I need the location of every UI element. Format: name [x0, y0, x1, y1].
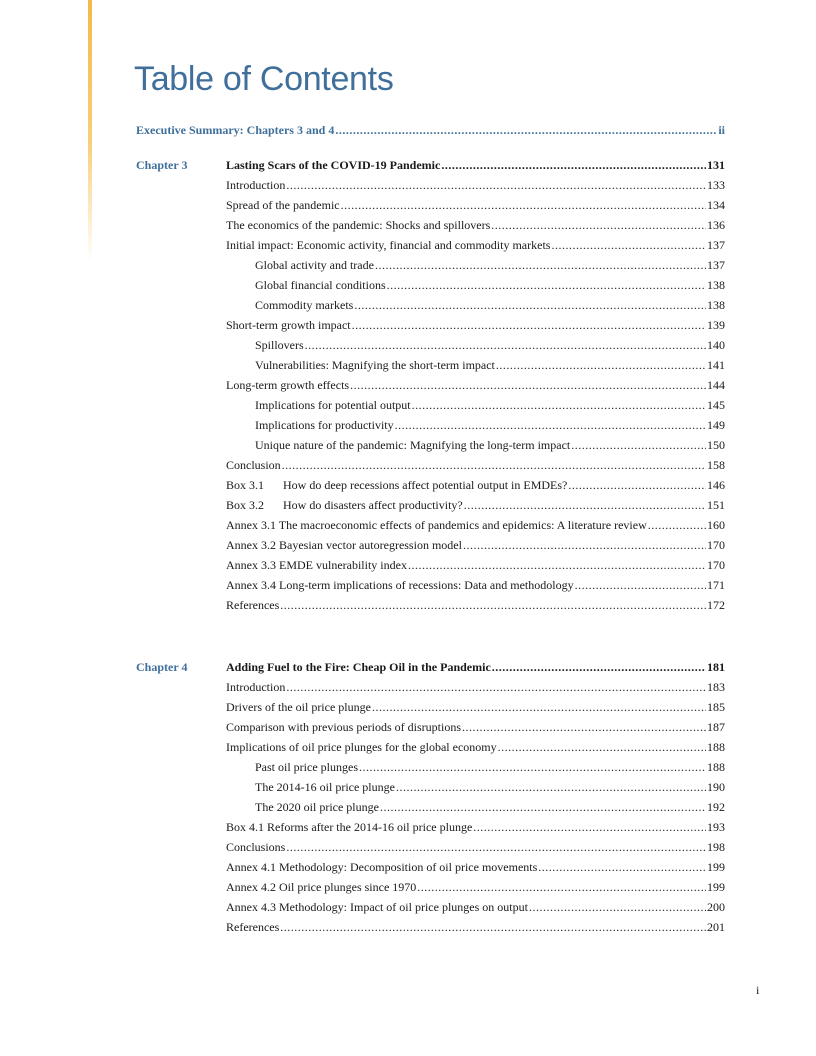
toc-entry-page: 146 — [707, 478, 725, 492]
chapter-3-label: Chapter 3 — [136, 158, 188, 172]
dot-leader — [571, 435, 706, 455]
toc-entry[interactable] — [226, 515, 725, 535]
toc-entry-page: 170 — [707, 558, 725, 572]
toc-entry[interactable] — [226, 837, 725, 857]
toc-entry[interactable] — [226, 717, 725, 737]
dot-leader — [387, 275, 706, 295]
dot-leader — [496, 355, 706, 375]
toc-entry-label: Box 4.1 Reforms after the 2014-16 oil price plunge — [226, 820, 473, 834]
toc-entry-label: Annex 4.3 Methodology: Impact of oil price plunges on output — [226, 900, 528, 914]
dot-leader — [280, 595, 706, 615]
toc-entry-page: 200 — [707, 900, 725, 914]
toc-entry-label: Annex 3.1 The macroeconomic effects of pandemics and epidemics: A literature review — [226, 518, 647, 532]
dot-leader — [408, 555, 706, 575]
toc-entry-page: 188 — [707, 760, 725, 774]
dot-leader — [441, 155, 706, 175]
toc-entry-label: Spread of the pandemic — [226, 198, 340, 212]
dot-leader — [464, 495, 706, 515]
toc-entry[interactable] — [226, 535, 725, 555]
toc-entry-page: 138 — [707, 278, 725, 292]
toc-entry-page: 183 — [707, 680, 725, 694]
page-number: i — [756, 983, 760, 997]
toc-entry[interactable] — [226, 315, 725, 335]
toc-entry-page: 138 — [707, 298, 725, 312]
toc-entry-page: 133 — [707, 178, 725, 192]
dot-leader — [395, 415, 706, 435]
toc-entry-label: Annex 4.1 Methodology: Decomposition of oil price movements — [226, 860, 538, 874]
dot-leader — [282, 455, 706, 475]
toc-entry[interactable] — [226, 175, 725, 195]
dot-leader — [473, 817, 706, 837]
dot-leader — [648, 515, 706, 535]
toc-subentry[interactable] — [226, 335, 725, 355]
toc-entry-label: Annex 3.2 Bayesian vector autoregression model — [226, 538, 462, 552]
toc-entry-page: 158 — [707, 458, 725, 472]
dot-leader — [529, 897, 706, 917]
toc-entry-page: 144 — [707, 378, 725, 392]
toc-entry-page: 187 — [707, 720, 725, 734]
toc-entry-label: Introduction — [226, 680, 286, 694]
dot-leader — [372, 697, 706, 717]
toc-entry[interactable] — [226, 455, 725, 475]
page-title: Table of Contents — [134, 60, 394, 98]
toc-entry[interactable] — [226, 877, 725, 897]
toc-entry-page: ii — [718, 123, 725, 137]
dot-leader — [463, 535, 706, 555]
toc-subentry[interactable] — [226, 435, 725, 455]
toc-subentry[interactable] — [226, 355, 725, 375]
toc-entry-page: 150 — [707, 438, 725, 452]
toc-entry-label: Global financial conditions — [255, 278, 386, 292]
toc-entry-label: Spillovers — [255, 338, 304, 352]
toc-entry-label: Comparison with previous periods of disruptions — [226, 720, 461, 734]
toc-entry[interactable] — [226, 195, 725, 215]
toc-subentry[interactable] — [226, 415, 725, 435]
toc-entry-label: Conclusions — [226, 840, 286, 854]
toc-entry-page: 137 — [707, 238, 725, 252]
toc-entry-label: Introduction — [226, 178, 286, 192]
toc-entry-label: The economics of the pandemic: Shocks and spillovers — [226, 218, 491, 232]
dot-leader — [286, 175, 706, 195]
toc-entry-page: 181 — [707, 660, 725, 674]
dot-leader — [341, 195, 706, 215]
box-title: How do disasters affect productivity? — [283, 498, 463, 512]
toc-entry-page: 134 — [707, 198, 725, 212]
toc-entry-label: Vulnerabilities: Magnifying the short-term impact — [255, 358, 495, 372]
chapter-4-label: Chapter 4 — [136, 660, 188, 674]
toc-entry-label: Initial impact: Economic activity, financial and commodity markets — [226, 238, 551, 252]
chapter-3-heading[interactable] — [226, 155, 725, 175]
dot-leader — [375, 255, 706, 275]
toc-entry-page: 190 — [707, 780, 725, 794]
toc-entry-page: 139 — [707, 318, 725, 332]
toc-entry[interactable] — [226, 235, 725, 255]
dot-leader — [305, 335, 706, 355]
toc-entry[interactable] — [226, 555, 725, 575]
toc-entry-page: 160 — [707, 518, 725, 532]
toc-entry-page: 131 — [707, 158, 725, 172]
toc-subentry[interactable] — [226, 295, 725, 315]
toc-entry-page: 170 — [707, 538, 725, 552]
toc-entry-page: 141 — [707, 358, 725, 372]
toc-entry-label: References — [226, 598, 280, 612]
toc-subentry[interactable] — [226, 797, 725, 817]
toc-entry-label — [226, 495, 463, 515]
toc-entry-label: Short-term growth impact — [226, 318, 351, 332]
toc-entry[interactable] — [226, 897, 725, 917]
toc-entry-page: 171 — [707, 578, 725, 592]
dot-leader — [417, 877, 706, 897]
toc-entry-label: References — [226, 920, 280, 934]
toc-subentry[interactable] — [226, 395, 725, 415]
toc-entry-label: Past oil price plunges — [255, 760, 358, 774]
toc-entry-label: Implications for potential output — [255, 398, 411, 412]
toc-entry-page: 201 — [707, 920, 725, 934]
toc-entry-page: 188 — [707, 740, 725, 754]
toc-entry[interactable] — [226, 697, 725, 717]
box-number: Box 3.2 — [226, 498, 265, 512]
toc-entry-label: Long-term growth effects — [226, 378, 350, 392]
chapter-4-heading[interactable] — [226, 657, 725, 677]
dot-leader — [462, 717, 706, 737]
toc-entry-page: 192 — [707, 800, 725, 814]
dot-leader — [492, 657, 706, 677]
toc-subentry[interactable] — [226, 777, 725, 797]
toc-subentry[interactable] — [226, 255, 725, 275]
toc-entry-page: 185 — [707, 700, 725, 714]
toc-entry[interactable] — [226, 677, 725, 697]
toc-entry-label: Conclusion — [226, 458, 281, 472]
toc-entry-page: 140 — [707, 338, 725, 352]
dot-leader — [286, 677, 706, 697]
dot-leader — [335, 120, 717, 140]
toc-entry-page: 193 — [707, 820, 725, 834]
toc-entry-page: 199 — [707, 860, 725, 874]
dot-leader — [498, 737, 706, 757]
dot-leader — [568, 475, 706, 495]
toc-entry-executive-summary[interactable] — [136, 120, 725, 140]
dot-leader — [538, 857, 706, 877]
toc-entry-page: 198 — [707, 840, 725, 854]
toc-entry-box[interactable] — [226, 495, 725, 515]
toc-entry[interactable] — [226, 857, 725, 877]
toc-entry-label: Unique nature of the pandemic: Magnifying the long-term impact — [255, 438, 571, 452]
toc-entry-label: The 2014-16 oil price plunge — [255, 780, 395, 794]
toc-entry-page: 149 — [707, 418, 725, 432]
toc-entry-label — [226, 475, 567, 495]
toc-entry-label: Global activity and trade — [255, 258, 374, 272]
chapter-4-entries — [226, 657, 725, 937]
box-title: How do deep recessions affect potential output in EMDEs? — [283, 478, 568, 492]
toc-entry[interactable] — [226, 375, 725, 395]
dot-leader — [286, 837, 706, 857]
toc-entry-label: Annex 4.2 Oil price plunges since 1970 — [226, 880, 417, 894]
dot-leader — [350, 375, 706, 395]
toc-entry-label: Annex 3.4 Long-term implications of recessions: Data and methodology — [226, 578, 574, 592]
toc-entry-label: Lasting Scars of the COVID-19 Pandemic — [226, 158, 441, 172]
dot-leader — [352, 315, 706, 335]
dot-leader — [551, 235, 706, 255]
toc-entry-label: Adding Fuel to the Fire: Cheap Oil in the Pandemic — [226, 660, 491, 674]
toc-entry[interactable] — [226, 737, 725, 757]
toc-entry-page: 136 — [707, 218, 725, 232]
toc-entry[interactable] — [226, 575, 725, 595]
toc-entry-label: Implications for productivity — [255, 418, 394, 432]
chapter-3-entries — [226, 155, 725, 615]
toc-subentry[interactable] — [226, 275, 725, 295]
toc-entry-box[interactable] — [226, 475, 725, 495]
box-number: Box 3.1 — [226, 478, 265, 492]
toc-entry-page: 151 — [707, 498, 725, 512]
decorative-accent-bar — [88, 0, 92, 262]
dot-leader — [354, 295, 706, 315]
toc-entry-label: Implications of oil price plunges for the global economy — [226, 740, 497, 754]
dot-leader — [359, 757, 706, 777]
toc-subentry[interactable] — [226, 757, 725, 777]
dot-leader — [491, 215, 706, 235]
dot-leader — [380, 797, 706, 817]
toc-entry-page: 137 — [707, 258, 725, 272]
toc-entry-label: The 2020 oil price plunge — [255, 800, 379, 814]
dot-leader — [575, 575, 706, 595]
toc-entry-page: 172 — [707, 598, 725, 612]
toc-entry-label: Annex 3.3 EMDE vulnerability index — [226, 558, 407, 572]
toc-entry[interactable] — [226, 215, 725, 235]
toc-entry[interactable] — [226, 817, 725, 837]
dot-leader — [280, 917, 706, 937]
toc-entry-label: Executive Summary: Chapters 3 and 4 — [136, 123, 335, 137]
toc-entry-label: Commodity markets — [255, 298, 354, 312]
toc-entry-label: Drivers of the oil price plunge — [226, 700, 371, 714]
dot-leader — [412, 395, 706, 415]
toc-entry-page: 199 — [707, 880, 725, 894]
toc-entry[interactable] — [226, 917, 725, 937]
dot-leader — [396, 777, 706, 797]
toc-entry-page: 145 — [707, 398, 725, 412]
toc-entry[interactable] — [226, 595, 725, 615]
